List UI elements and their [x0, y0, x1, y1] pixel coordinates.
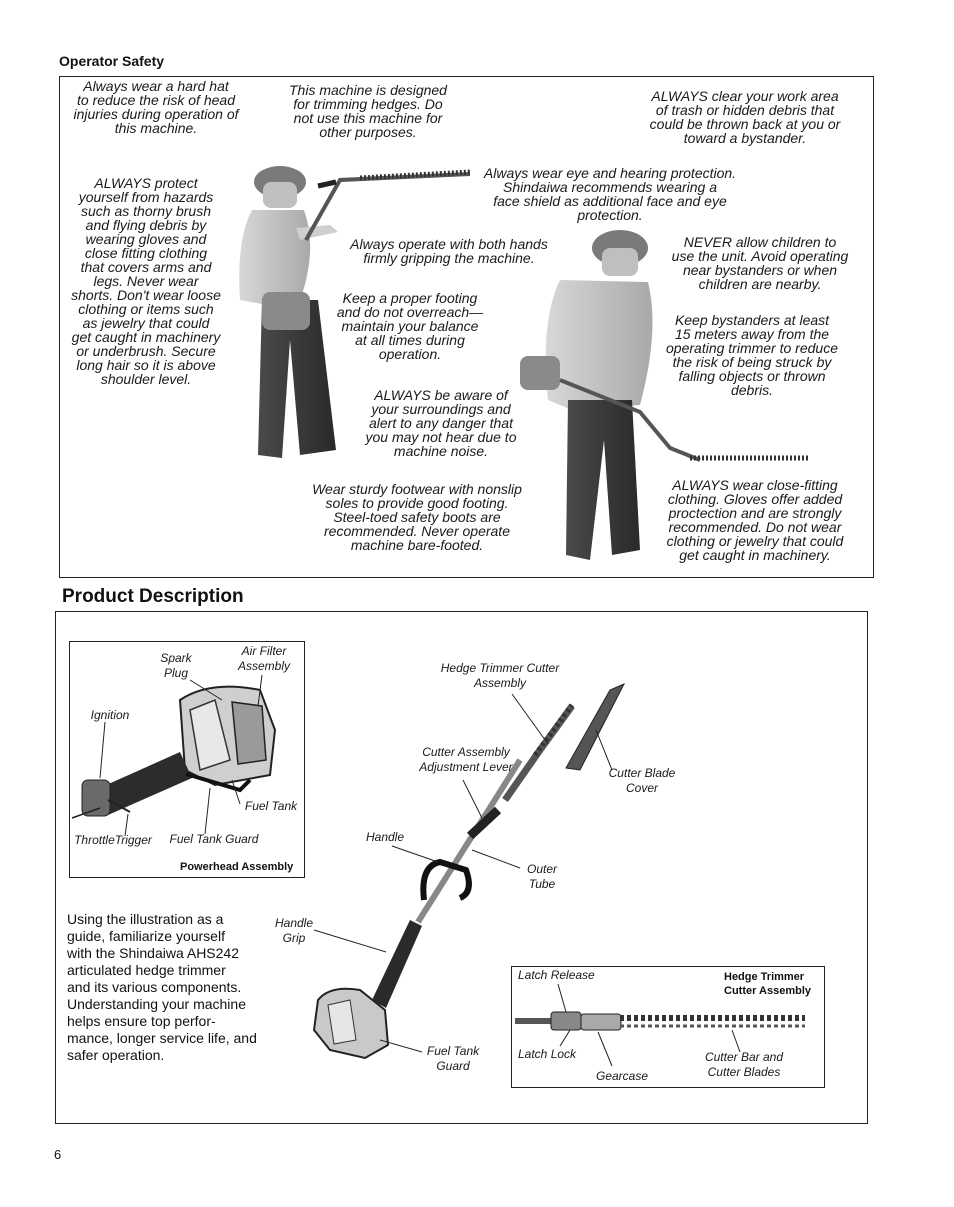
label-throttle-trigger: ThrottleTrigger [74, 833, 152, 847]
label-fuel-tank: Fuel Tank [244, 799, 298, 813]
label-handle: Handle [365, 830, 405, 844]
note-bystanders: Keep bystanders at least 15 meters away from the operating trimmer to reduce the risk of being struck by falling objects or thrown debris. [666, 312, 838, 398]
label-handle-grip: Handle Grip [274, 916, 314, 945]
label-ignition: Ignition [90, 708, 130, 722]
label-cutter-assembly: Hedge Trimmer Cutter Assembly [440, 661, 560, 690]
note-children: NEVER allow children to use the unit. Avoid operating near bystanders or when children are nearby. [671, 234, 849, 292]
label-powerhead-fuel-tank-guard: Fuel Tank Guard [169, 832, 259, 846]
product-description-heading: Product Description [62, 586, 244, 607]
note-both-hands: Always operate with both hands firmly gripping the machine. [350, 236, 548, 266]
note-clothing: ALWAYS wear close-fitting clothing. Gloves offer added proctection and are strongly recommended. Do not wear clothing or jewelry that could get caught in machinery. [666, 477, 844, 563]
label-adjustment-lever: Cutter Assembly Adjustment Lever [419, 745, 513, 774]
note-footing: Keep a proper footing and do not overreach— maintain your balance at all times during operation. [336, 290, 484, 362]
cutter-inset-title: Hedge Trimmer Cutter Assembly [724, 971, 812, 997]
label-spark-plug: Spark Plug [160, 651, 192, 680]
label-latch-lock: Latch Lock [518, 1047, 577, 1061]
note-clear-area: ALWAYS clear your work area of trash or hidden debris that could be thrown back at you or toward a bystander. [649, 88, 841, 146]
note-protect: ALWAYS protect yourself from hazards such as thorny brush and flying debris by wearing gloves and close fitting clothing that covers arms and legs. Never wear shorts. Don't wear loose clothing or items such as jewelry that could get caught in machinery or underbrush. Secure long hair so it is above shoulder level. [71, 175, 221, 387]
note-hard-hat: Always wear a hard hat to reduce the risk of head injuries during operation of this machine. [73, 78, 239, 136]
note-aware: ALWAYS be aware of your surroundings and alert to any danger that you may not hear due to machine noise. [365, 387, 517, 459]
page-number: 6 [54, 1147, 62, 1162]
label-outer-tube: Outer Tube [526, 862, 557, 891]
powerhead-assembly-title: Powerhead Assembly [180, 861, 294, 873]
label-blade-cover: Cutter Blade Cover [608, 766, 676, 795]
label-gearcase: Gearcase [595, 1069, 649, 1083]
label-fuel-tank-guard: Fuel Tank Guard [426, 1044, 480, 1073]
note-designed: This machine is designed for trimming hedges. Do not use this machine for other purposes. [289, 82, 447, 140]
note-footwear: Wear sturdy footwear with nonslip soles to provide good footing. Steel-toed safety boots are recommended. Never operate machine bare-footed. [312, 481, 522, 553]
label-latch-release: Latch Release [518, 968, 595, 982]
note-eye-hearing: Always wear eye and hearing protection. Shindaiwa recommends wearing a face shield as additional face and eye protection. [483, 165, 737, 223]
product-intro-paragraph: Using the illustration as a guide, familiarize yourself with the Shindaiwa AHS242 articulated hedge trimmer and its various components. Understanding your machine helps ensure top perfor- mance, longer service life, and safer operation. [67, 911, 257, 1063]
label-air-filter: Air Filter Assembly [237, 644, 290, 673]
label-cutter-bar: Cutter Bar and Cutter Blades [704, 1050, 784, 1079]
operator-safety-heading: Operator Safety [59, 53, 165, 69]
